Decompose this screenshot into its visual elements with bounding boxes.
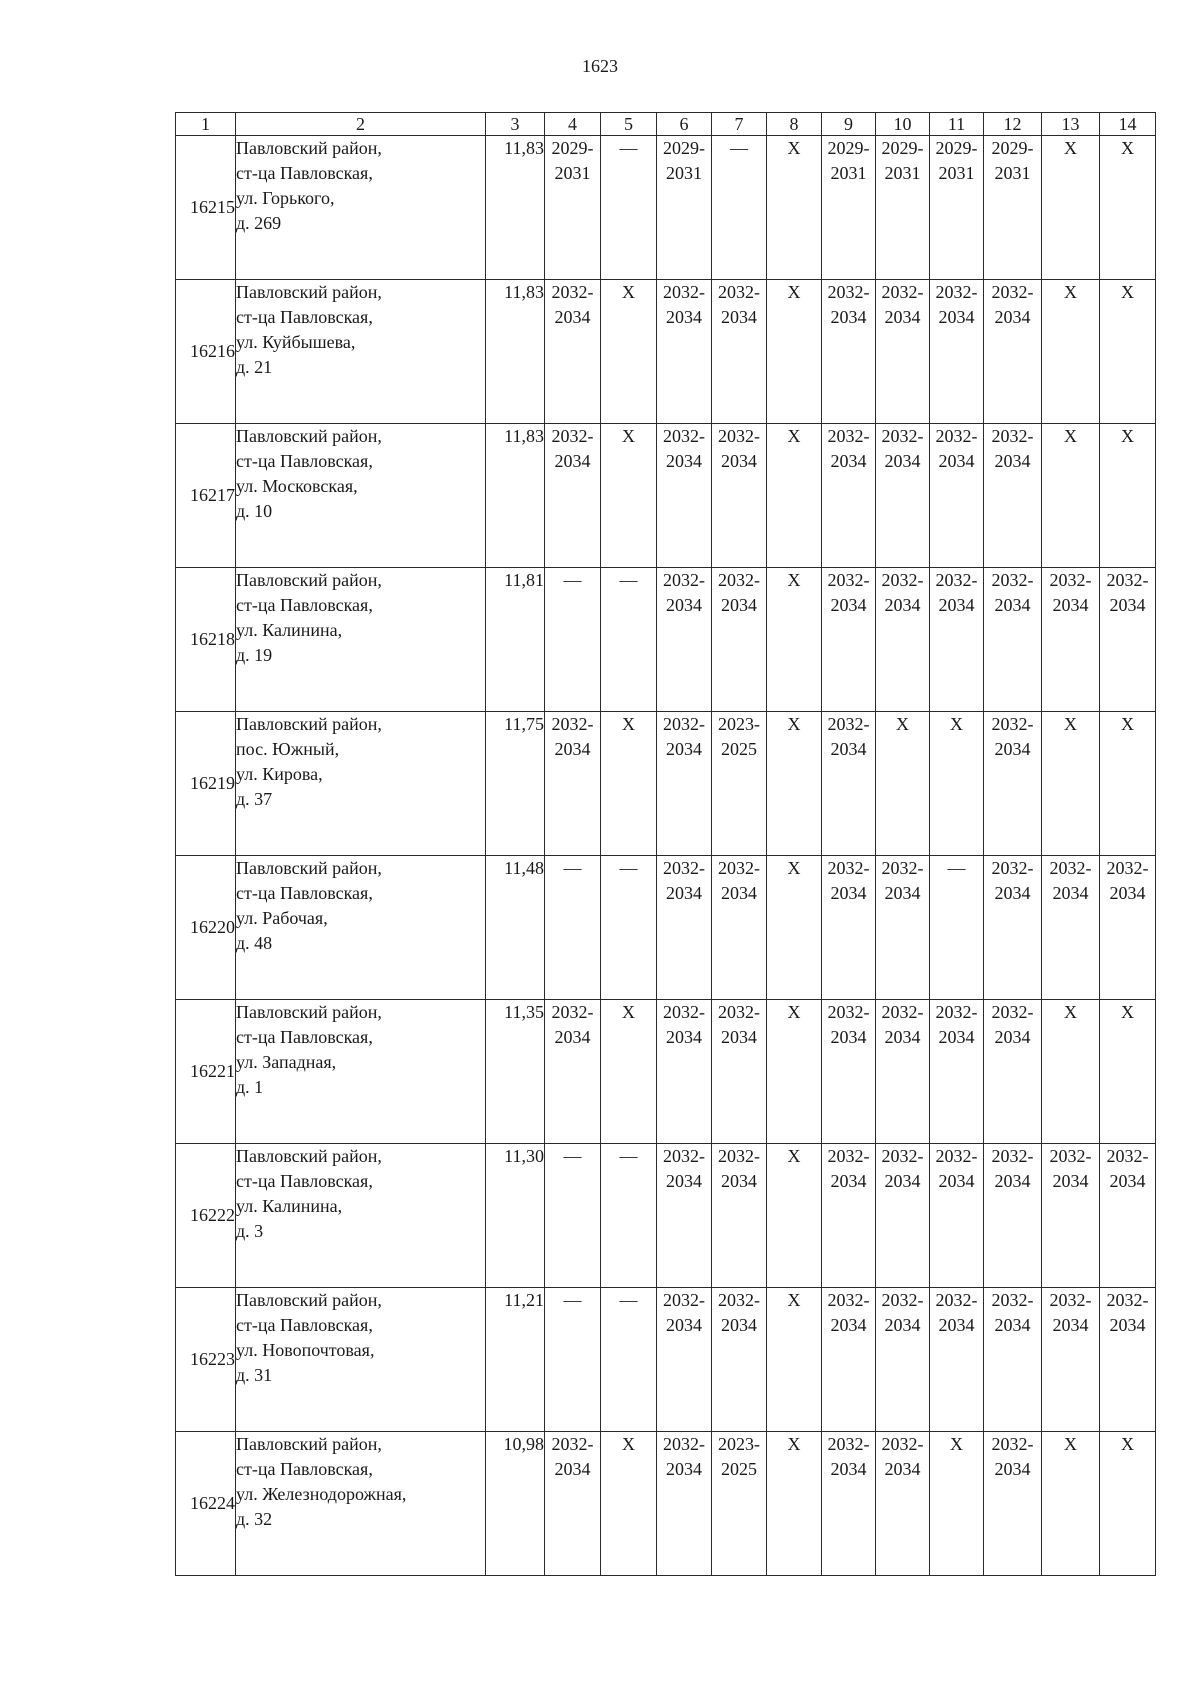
period-cell-col-12: 2032- 2034 (984, 856, 1042, 1000)
period-cell-col-9: 2032- 2034 (822, 280, 876, 424)
column-header-6: 6 (657, 113, 712, 136)
period-cell-col-8: X (767, 1000, 822, 1144)
period-cell-col-4: — (545, 856, 601, 1000)
address-line: Павловский район, (236, 138, 382, 158)
period-cell-col-5: X (601, 424, 657, 568)
amount-cell: 11,21 (486, 1288, 545, 1432)
period-cell-col-10: 2029- 2031 (876, 136, 930, 280)
period-cell-col-4: 2029- 2031 (545, 136, 601, 280)
row-number: 16217 (176, 424, 236, 568)
address-line: ул. Железнодорожная, (236, 1484, 407, 1504)
address-cell (236, 856, 486, 1000)
column-header-8: 8 (767, 113, 822, 136)
period-cell-col-5: — (601, 1144, 657, 1288)
period-cell-col-6: 2032- 2034 (657, 1432, 712, 1576)
period-cell-col-9: 2032- 2034 (822, 856, 876, 1000)
address-cell (236, 424, 486, 568)
period-cell-col-6: 2029- 2031 (657, 136, 712, 280)
period-cell-col-12: 2032- 2034 (984, 568, 1042, 712)
address-line: ст-ца Павловская, (236, 1027, 373, 1047)
address-line: ул. Рабочая, (236, 908, 328, 928)
period-cell-col-9: 2032- 2034 (822, 712, 876, 856)
period-cell-col-9: 2032- 2034 (822, 1000, 876, 1144)
period-cell-col-11: 2032- 2034 (930, 1000, 984, 1144)
period-cell-col-6: 2032- 2034 (657, 1288, 712, 1432)
register-table (175, 112, 1156, 1576)
period-cell-col-12: 2032- 2034 (984, 280, 1042, 424)
table-row (176, 856, 1156, 1000)
address-cell (236, 568, 486, 712)
address-line: ст-ца Павловская, (236, 1171, 373, 1191)
period-cell-col-8: X (767, 280, 822, 424)
period-cell-col-4: 2032- 2034 (545, 712, 601, 856)
address-line: ул. Кирова, (236, 764, 323, 784)
table-body (176, 136, 1156, 1576)
period-cell-col-8: X (767, 424, 822, 568)
period-cell-col-14: 2032- 2034 (1100, 568, 1156, 712)
period-cell-col-4: 2032- 2034 (545, 280, 601, 424)
amount-cell: 11,75 (486, 712, 545, 856)
column-header-3: 3 (486, 113, 545, 136)
address-line: ст-ца Павловская, (236, 163, 373, 183)
column-header-4: 4 (545, 113, 601, 136)
amount-cell: 11,35 (486, 1000, 545, 1144)
period-cell-col-13: 2032- 2034 (1042, 856, 1100, 1000)
period-cell-col-14: X (1100, 280, 1156, 424)
address-cell (236, 1288, 486, 1432)
period-cell-col-8: X (767, 1288, 822, 1432)
period-cell-col-8: X (767, 136, 822, 280)
row-number: 16224 (176, 1432, 236, 1576)
period-cell-col-10: 2032- 2034 (876, 1000, 930, 1144)
period-cell-col-6: 2032- 2034 (657, 1000, 712, 1144)
period-cell-col-7: 2032- 2034 (712, 1288, 767, 1432)
address-line: ст-ца Павловская, (236, 1459, 373, 1479)
period-cell-col-9: 2032- 2034 (822, 424, 876, 568)
period-cell-col-9: 2032- 2034 (822, 1144, 876, 1288)
period-cell-col-13: 2032- 2034 (1042, 1288, 1100, 1432)
period-cell-col-7: 2032- 2034 (712, 1144, 767, 1288)
period-cell-col-11: 2032- 2034 (930, 1144, 984, 1288)
period-cell-col-5: X (601, 1432, 657, 1576)
address-cell (236, 1000, 486, 1144)
period-cell-col-4: 2032- 2034 (545, 1000, 601, 1144)
table-header-row (176, 113, 1156, 136)
address-cell (236, 136, 486, 280)
period-cell-col-5: X (601, 280, 657, 424)
table-row (176, 1144, 1156, 1288)
address-line: ст-ца Павловская, (236, 1315, 373, 1335)
amount-cell: 11,48 (486, 856, 545, 1000)
row-number: 16218 (176, 568, 236, 712)
period-cell-col-13: 2032- 2034 (1042, 1144, 1100, 1288)
period-cell-col-13: X (1042, 1000, 1100, 1144)
period-cell-col-5: — (601, 568, 657, 712)
period-cell-col-12: 2032- 2034 (984, 424, 1042, 568)
address-line: д. 48 (236, 933, 273, 953)
address-line: д. 3 (236, 1221, 264, 1241)
period-cell-col-13: X (1042, 712, 1100, 856)
table-row (176, 712, 1156, 856)
address-line: д. 269 (236, 213, 282, 233)
address-line: д. 21 (236, 357, 273, 377)
period-cell-col-14: X (1100, 1432, 1156, 1576)
column-header-13: 13 (1042, 113, 1100, 136)
period-cell-col-12: 2032- 2034 (984, 712, 1042, 856)
address-line: Павловский район, (236, 1434, 382, 1454)
period-cell-col-10: 2032- 2034 (876, 1288, 930, 1432)
period-cell-col-11: — (930, 856, 984, 1000)
period-cell-col-4: — (545, 1288, 601, 1432)
address-line: Павловский район, (236, 426, 382, 446)
address-cell (236, 1144, 486, 1288)
period-cell-col-14: 2032- 2034 (1100, 856, 1156, 1000)
address-line: ул. Западная, (236, 1052, 337, 1072)
period-cell-col-11: 2032- 2034 (930, 424, 984, 568)
period-cell-col-6: 2032- 2034 (657, 424, 712, 568)
address-line: Павловский район, (236, 1290, 382, 1310)
period-cell-col-8: X (767, 1144, 822, 1288)
row-number: 16221 (176, 1000, 236, 1144)
period-cell-col-7: 2032- 2034 (712, 856, 767, 1000)
period-cell-col-9: 2032- 2034 (822, 568, 876, 712)
period-cell-col-10: 2032- 2034 (876, 1144, 930, 1288)
period-cell-col-7: 2032- 2034 (712, 1000, 767, 1144)
amount-cell: 10,98 (486, 1432, 545, 1576)
period-cell-col-8: X (767, 856, 822, 1000)
period-cell-col-4: 2032- 2034 (545, 424, 601, 568)
column-header-7: 7 (712, 113, 767, 136)
amount-cell: 11,83 (486, 136, 545, 280)
row-number: 16220 (176, 856, 236, 1000)
address-line: ул. Московская, (236, 476, 358, 496)
address-line: Павловский район, (236, 570, 382, 590)
row-number: 16222 (176, 1144, 236, 1288)
period-cell-col-12: 2029- 2031 (984, 136, 1042, 280)
table-row (176, 1000, 1156, 1144)
row-number: 16219 (176, 712, 236, 856)
period-cell-col-5: — (601, 856, 657, 1000)
period-cell-col-14: 2032- 2034 (1100, 1144, 1156, 1288)
period-cell-col-9: 2032- 2034 (822, 1288, 876, 1432)
amount-cell: 11,83 (486, 280, 545, 424)
period-cell-col-11: X (930, 712, 984, 856)
page-number: 1623 (582, 56, 618, 76)
column-header-10: 10 (876, 113, 930, 136)
period-cell-col-10: 2032- 2034 (876, 280, 930, 424)
address-cell (236, 1432, 486, 1576)
address-line: ст-ца Павловская, (236, 595, 373, 615)
address-cell (236, 712, 486, 856)
amount-cell: 11,83 (486, 424, 545, 568)
address-line: ул. Горького, (236, 188, 335, 208)
period-cell-col-10: 2032- 2034 (876, 1432, 930, 1576)
amount-cell: 11,81 (486, 568, 545, 712)
period-cell-col-10: 2032- 2034 (876, 568, 930, 712)
table-row (176, 568, 1156, 712)
address-line: д. 32 (236, 1509, 273, 1529)
period-cell-col-7: 2032- 2034 (712, 568, 767, 712)
row-number: 16223 (176, 1288, 236, 1432)
address-line: ст-ца Павловская, (236, 883, 373, 903)
period-cell-col-13: 2032- 2034 (1042, 568, 1100, 712)
table-row (176, 1432, 1156, 1576)
row-number: 16216 (176, 280, 236, 424)
address-line: Павловский район, (236, 1146, 382, 1166)
period-cell-col-7: — (712, 136, 767, 280)
period-cell-col-5: X (601, 1000, 657, 1144)
address-line: д. 19 (236, 645, 273, 665)
period-cell-col-10: 2032- 2034 (876, 424, 930, 568)
column-header-2: 2 (236, 113, 486, 136)
period-cell-col-6: 2032- 2034 (657, 568, 712, 712)
period-cell-col-13: X (1042, 280, 1100, 424)
period-cell-col-5: X (601, 712, 657, 856)
address-line: пос. Южный, (236, 739, 340, 759)
period-cell-col-10: 2032- 2034 (876, 856, 930, 1000)
column-header-12: 12 (984, 113, 1042, 136)
amount-cell: 11,30 (486, 1144, 545, 1288)
address-line: д. 10 (236, 501, 273, 521)
period-cell-col-6: 2032- 2034 (657, 280, 712, 424)
period-cell-col-11: X (930, 1432, 984, 1576)
period-cell-col-14: X (1100, 136, 1156, 280)
table-row (176, 1288, 1156, 1432)
period-cell-col-6: 2032- 2034 (657, 856, 712, 1000)
period-cell-col-12: 2032- 2034 (984, 1144, 1042, 1288)
address-line: ул. Куйбышева, (236, 332, 356, 352)
period-cell-col-12: 2032- 2034 (984, 1288, 1042, 1432)
column-header-11: 11 (930, 113, 984, 136)
period-cell-col-13: X (1042, 424, 1100, 568)
column-header-1: 1 (176, 113, 236, 136)
period-cell-col-11: 2029- 2031 (930, 136, 984, 280)
period-cell-col-9: 2032- 2034 (822, 1432, 876, 1576)
row-number: 16215 (176, 136, 236, 280)
period-cell-col-7: 2032- 2034 (712, 424, 767, 568)
period-cell-col-14: X (1100, 1000, 1156, 1144)
period-cell-col-11: 2032- 2034 (930, 280, 984, 424)
period-cell-col-5: — (601, 1288, 657, 1432)
period-cell-col-11: 2032- 2034 (930, 568, 984, 712)
period-cell-col-11: 2032- 2034 (930, 1288, 984, 1432)
period-cell-col-8: X (767, 712, 822, 856)
address-line: ул. Новопочтовая, (236, 1340, 375, 1360)
address-line: Павловский район, (236, 858, 382, 878)
address-line: ул. Калинина, (236, 620, 343, 640)
address-line: ст-ца Павловская, (236, 307, 373, 327)
period-cell-col-6: 2032- 2034 (657, 712, 712, 856)
period-cell-col-8: X (767, 1432, 822, 1576)
period-cell-col-9: 2029- 2031 (822, 136, 876, 280)
period-cell-col-4: — (545, 1144, 601, 1288)
address-line: ст-ца Павловская, (236, 451, 373, 471)
address-line: Павловский район, (236, 714, 382, 734)
column-header-9: 9 (822, 113, 876, 136)
column-header-14: 14 (1100, 113, 1156, 136)
period-cell-col-6: 2032- 2034 (657, 1144, 712, 1288)
table-row (176, 424, 1156, 568)
period-cell-col-13: X (1042, 136, 1100, 280)
period-cell-col-14: 2032- 2034 (1100, 1288, 1156, 1432)
address-line: д. 1 (236, 1077, 264, 1097)
period-cell-col-12: 2032- 2034 (984, 1000, 1042, 1144)
period-cell-col-10: X (876, 712, 930, 856)
table-row (176, 136, 1156, 280)
address-cell (236, 280, 486, 424)
period-cell-col-14: X (1100, 424, 1156, 568)
period-cell-col-7: 2023- 2025 (712, 712, 767, 856)
period-cell-col-8: X (767, 568, 822, 712)
period-cell-col-4: — (545, 568, 601, 712)
column-header-5: 5 (601, 113, 657, 136)
period-cell-col-4: 2032- 2034 (545, 1432, 601, 1576)
period-cell-col-13: X (1042, 1432, 1100, 1576)
address-line: Павловский район, (236, 282, 382, 302)
address-line: д. 37 (236, 789, 273, 809)
period-cell-col-12: 2032- 2034 (984, 1432, 1042, 1576)
address-line: ул. Калинина, (236, 1196, 343, 1216)
table-row (176, 280, 1156, 424)
period-cell-col-5: — (601, 136, 657, 280)
period-cell-col-7: 2032- 2034 (712, 280, 767, 424)
period-cell-col-7: 2023- 2025 (712, 1432, 767, 1576)
address-line: д. 31 (236, 1365, 273, 1385)
period-cell-col-14: X (1100, 712, 1156, 856)
address-line: Павловский район, (236, 1002, 382, 1022)
